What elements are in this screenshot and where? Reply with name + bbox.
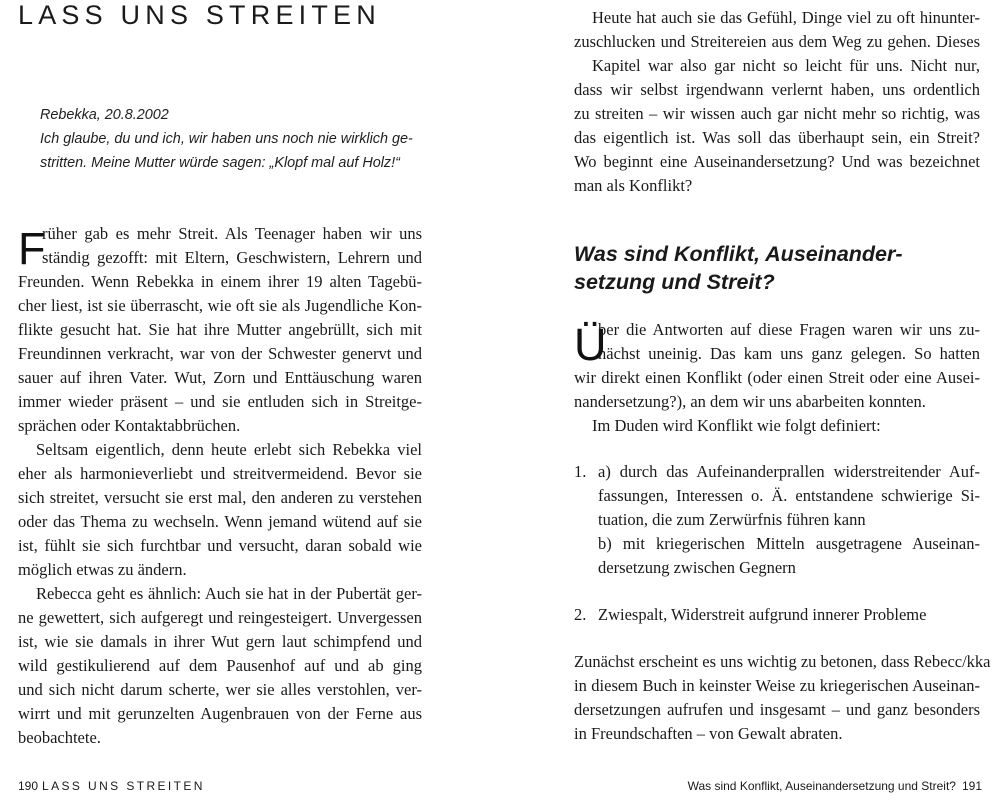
right-top-paragraph [574, 6, 980, 198]
body-line: nandersetzung?), an dem wir uns abarbeiten konnten. [574, 392, 926, 411]
page-number: 191 [961, 779, 982, 793]
body-line: immer wieder präsent – und sie entluden sich in Streitge- [18, 392, 422, 411]
body-line: ne gewettert, sich aufgeregt und reingesteigert. Unvergessen [18, 608, 422, 627]
body-line: und sich nicht darum scherte, wer sie alles verstohlen, ver- [18, 680, 422, 699]
heading-line [574, 268, 984, 296]
body-line: Rebecca geht es ähnlich: Auch sie hat in der Pubertät ger- [36, 584, 422, 603]
quote-line: stritten. Meine Mutter würde sagen: „Klopf mal auf Holz!“ [40, 155, 400, 171]
definition-line: b) mit kriegerischen Mitteln ausgetragene Auseinan- [598, 534, 980, 553]
body-line: ist, wie sie damals in ihrer Wut gern laut schimpfend und [18, 632, 422, 651]
body-line: Im Duden wird Konflikt wie folgt definiert: [592, 416, 881, 435]
body-line: Freundinnen verkracht, war von der Schwester genervt und [18, 344, 422, 363]
heading-term: setzung [574, 270, 656, 294]
heading-line [574, 240, 984, 268]
definition-text [598, 460, 980, 580]
body-line: beobachtete. [18, 728, 101, 747]
body-line: Kapitel war also gar nicht so leicht für uns. Nicht nur, [592, 56, 980, 75]
running-title: LASS UNS STREITEN [42, 779, 205, 793]
body-line: sprächen oder Kontaktabbrüchen. [18, 416, 241, 435]
body-line: Freunden. Wenn Rebekka in einem ihrer 19 alten Tagebü- [18, 272, 422, 291]
footer-left [18, 778, 205, 794]
right-mid-paragraph [574, 318, 980, 438]
drop-cap: Ü [574, 319, 607, 370]
body-line: ist, fühlt sie sich furchtbar und versucht, daran sobald wie [18, 536, 422, 555]
body-line: zu streiten – wir wissen auch gar nicht mehr so richtig, was [574, 104, 980, 123]
body-line: flikte gesucht hat. Sie hat ihre Mutter angebrüllt, sich mit [18, 320, 422, 339]
body-line: wild gestikulierend auf dem Pausenhof auf und ab ging [18, 656, 422, 675]
running-title: Was sind Konflikt, Auseinandersetzung und Streit? [687, 779, 956, 793]
body-line: in diesem Buch in keinster Weise zu kriegerischen Auseinan- [574, 676, 980, 695]
quote-author-date: Rebekka, 20.8.2002 [40, 107, 169, 123]
body-line: oder das Thema zu wechseln. Wenn jemand wütend auf sie [18, 512, 422, 531]
body-line: rüher gab es mehr Streit. Als Teenager haben wir uns [42, 224, 422, 243]
definition-2 [574, 603, 980, 627]
paragraph-1 [18, 222, 422, 438]
definition-text [598, 603, 980, 627]
body-line: cher liest, ist sie überrascht, wie oft sie als Jugendliche Kon- [18, 296, 422, 315]
heading-term: Streit [706, 270, 762, 294]
body-line: ständig gezofft: mit Eltern, Geschwistern, Lehrern und [42, 248, 422, 267]
heading-part: , [754, 242, 766, 266]
chapter-title: LASS UNS STREITEN [18, 0, 381, 30]
body-line: das eigentlich ist. Was soll das überhaupt sein, ein Streit? [574, 128, 980, 147]
body-line: dersetzungen aufrufen und insgesamt – und ganz besonders [574, 700, 980, 719]
paragraph-3 [18, 582, 422, 750]
page-number: 190 [18, 779, 39, 793]
body-line: dass wir selbst irgendwann verlernt haben, uns ordentlich [574, 80, 980, 99]
body-line: in Freundschaften – von Gewalt abraten. [574, 724, 843, 743]
epigraph-quote [40, 103, 413, 175]
heading-part: und [655, 270, 707, 294]
definition-number: 2. [574, 605, 587, 624]
definition-line: dersetzung zwischen Gegnern [598, 558, 796, 577]
heading-term: Konflikt [673, 242, 754, 266]
body-line: man als Konflikt? [574, 176, 693, 195]
paragraph-2 [18, 438, 422, 582]
body-line: wirrt und mit gerunzelten Augenbrauen von der Ferne aus [18, 704, 422, 723]
quote-line: Ich glaube, du und ich, wir haben uns noch nie wirklich ge- [40, 131, 413, 147]
body-line: sauer auf ihren Vater. Wut, Zorn und Enttäuschung waren [18, 368, 422, 387]
body-line: möglich etwas zu ändern. [18, 560, 187, 579]
definition-line: fassungen, Interessen o. Ä. entstandene schwierige Si- [598, 486, 980, 505]
footer-right [688, 778, 982, 794]
body-line: wir direkt einen Konflikt (oder einen Streit oder eine Ausei- [574, 368, 980, 387]
body-line: Seltsam eigentlich, denn heute erlebt sich Rebekka viel [36, 440, 422, 459]
body-line: Zunächst erscheint es uns wichtig zu betonen, dass Rebecc/kka [574, 652, 991, 671]
right-end-paragraph [574, 650, 991, 746]
left-body-text [18, 222, 422, 750]
definition-line: Zwiespalt, Widerstreit aufgrund innerer Probleme [598, 605, 927, 624]
definition-line: a) durch das Aufeinanderprallen widerstreitender Auf- [598, 462, 980, 481]
heading-term: Auseinander- [765, 242, 903, 266]
body-line: eher als harmonieverliebt und streitvermeidend. Bevor sie [18, 464, 422, 483]
body-line: Wo beginnt eine Auseinandersetzung? Und was bezeichnet [574, 152, 980, 171]
definition-line: tuation, die zum Zerwürfnis führen kann [598, 510, 866, 529]
body-line: sich streitet, versucht sie erst mal, den anderen zu verstehen [18, 488, 422, 507]
definition-1 [574, 460, 980, 580]
body-line: nächst uneinig. Das kam uns ganz gelegen. So hatten [598, 344, 980, 363]
body-line: Heute hat auch sie das Gefühl, Dinge viel zu oft hinunter- [592, 8, 980, 27]
body-line: ber die Antworten auf diese Fragen waren wir uns zu- [598, 320, 980, 339]
definition-number: 1. [574, 462, 587, 481]
heading-part: Was sind [574, 242, 674, 266]
paragraph-with-dropcap [574, 318, 980, 414]
section-heading [574, 240, 984, 296]
drop-cap: F [18, 223, 46, 274]
heading-part: ? [761, 270, 775, 294]
body-line: zuschlucken und Streitereien aus dem Weg zu gehen. Dieses [574, 32, 980, 51]
